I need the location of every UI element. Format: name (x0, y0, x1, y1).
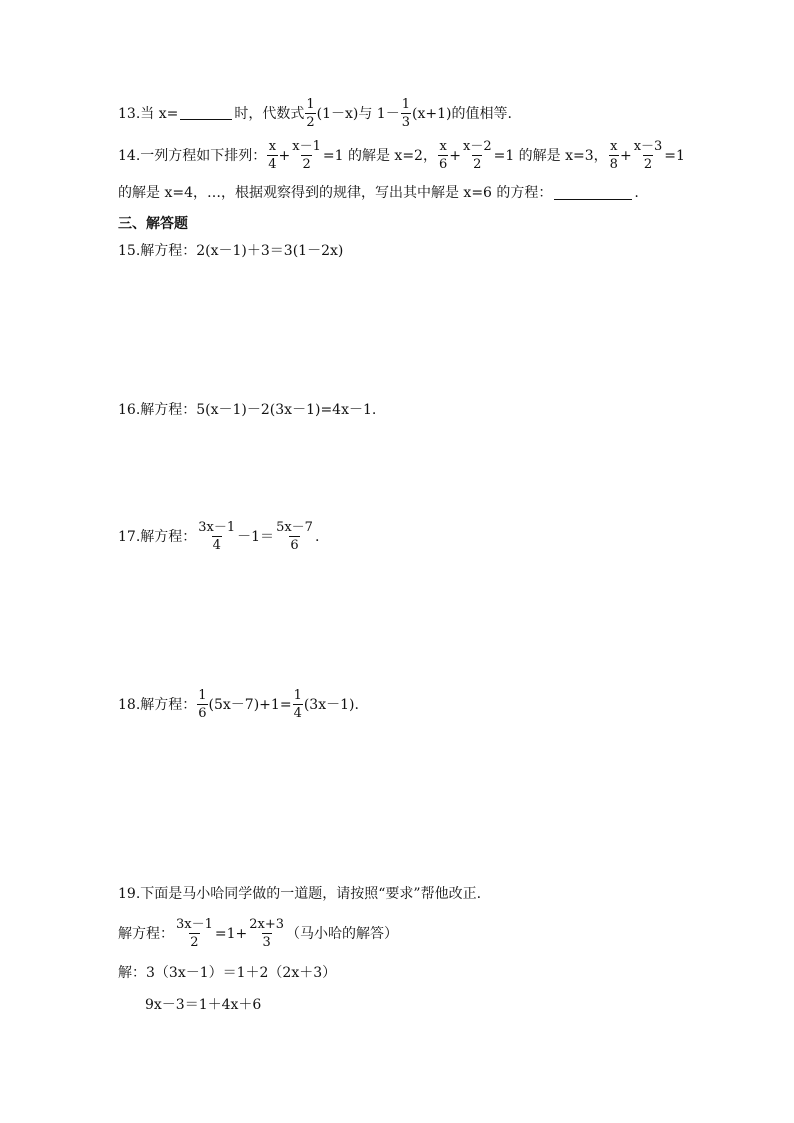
question-19-equation (118, 918, 398, 949)
section-header-answers: 三、解答题 (118, 216, 188, 232)
q13-expr-1: (1－x)与 1－ (316, 105, 400, 122)
question-19-step-2: 9x－3＝1＋4x＋6 (145, 997, 262, 1013)
q17-mid: －1＝ (237, 528, 275, 545)
q14-eq3-plus: + (619, 147, 632, 164)
q14-line2-end: . (634, 185, 639, 201)
question-18 (118, 689, 359, 720)
q19-eq-prefix: 解方程： (118, 925, 174, 942)
q13-mid: 时，代数式 (234, 105, 305, 122)
q14-eq3-frac-2: $\frac{x-3}{2}$ (633, 139, 663, 172)
question-14 (118, 140, 685, 171)
q19-note: （马小哈的解答） (286, 925, 399, 942)
question-14-line-2 (118, 186, 639, 200)
question-15: 15.解方程：2(x－1)＋3＝3(1－2x) (118, 243, 344, 259)
q14-eq3-tail: =1 (664, 147, 685, 164)
q14-eq1-plus: + (278, 147, 291, 164)
q14-eq2-frac-2: $\frac{x-2}{2}$ (462, 139, 492, 172)
q14-line2-text: 的解是 x=4，…，根据观察得到的规律，写出其中解是 x=6 的方程： (118, 185, 553, 201)
q19-mid: =1+ (214, 925, 248, 942)
q18-fraction-1: $\frac{1}{6}$ (198, 688, 207, 721)
q14-eq2-plus: + (449, 147, 461, 164)
q18-mid: (5x－7)+1= (208, 696, 292, 713)
q17-fraction-1: $\frac{3x-1}{4}$ (198, 520, 236, 553)
question-13 (118, 98, 512, 129)
q13-fraction-1: $\frac{1}{2}$ (306, 97, 315, 130)
q14-prefix: 14.一列方程如下排列： (118, 147, 267, 164)
question-19-title: 19.下面是马小哈同学做的一道题，请按照“要求”帮他改正. (118, 886, 482, 902)
q18-fraction-2: $\frac{1}{4}$ (293, 688, 302, 721)
q19-fraction-2: $\frac{2x+3}{3}$ (249, 917, 285, 950)
q13-prefix: 13.当 x= (118, 105, 179, 122)
q14-answer-blank[interactable] (554, 187, 632, 200)
question-19-step-1: 解：3（3x－1）＝1＋2（2x＋3） (118, 965, 337, 981)
q19-fraction-1: $\frac{3x-1}{2}$ (176, 917, 213, 950)
q13-fraction-2: $\frac{1}{3}$ (401, 97, 410, 130)
q14-eq2-tail: =1 的解是 x=3， (493, 147, 608, 164)
question-16: 16.解方程：5(x－1)－2(3x－1)=4x－1. (118, 402, 377, 418)
q14-eq1-frac-1: $\frac{x}{4}$ (268, 139, 277, 172)
q14-eq1-frac-2: $\frac{x-1}{2}$ (292, 139, 321, 172)
q17-prefix: 17.解方程： (118, 528, 197, 545)
q17-fraction-2: $\frac{5x-7}{6}$ (276, 520, 313, 553)
q18-end: (3x－1). (303, 696, 359, 713)
q14-eq1-tail: =1 的解是 x=2， (322, 147, 437, 164)
q14-eq2-frac-1: $\frac{x}{6}$ (438, 139, 448, 172)
q17-end: . (314, 528, 320, 545)
q13-expr-2: (x+1)的值相等. (412, 105, 512, 122)
q13-answer-blank[interactable] (180, 107, 232, 120)
q14-eq3-frac-1: $\frac{x}{8}$ (609, 139, 618, 172)
question-17 (118, 521, 319, 552)
q18-prefix: 18.解方程： (118, 696, 197, 713)
